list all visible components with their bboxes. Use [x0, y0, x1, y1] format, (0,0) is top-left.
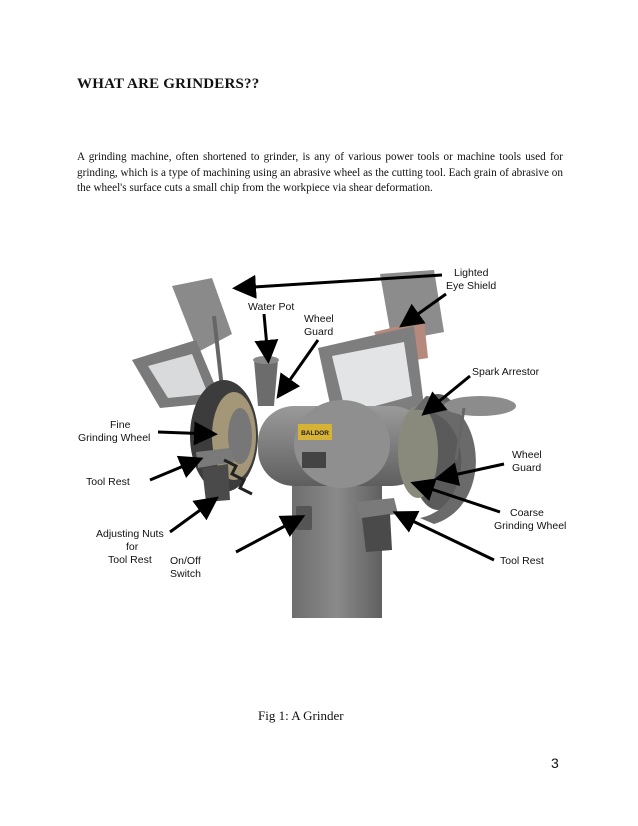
label-onoff-1: On/Off [170, 555, 201, 567]
label-wheel-guard-right-1: Wheel [512, 449, 542, 461]
right-wheel-assembly [398, 394, 516, 524]
label-onoff-2: Switch [170, 568, 201, 580]
label-tool-rest-right: Tool Rest [500, 555, 544, 567]
label-tool-rest-left: Tool Rest [86, 476, 130, 488]
label-eye-shield: Eye Shield [446, 280, 497, 292]
label-coarse-1: Coarse [510, 507, 544, 519]
label-water-pot: Water Pot [248, 301, 295, 313]
label-spark-arrestor: Spark Arrestor [472, 366, 540, 378]
body-paragraph: A grinding machine, often shortened to grinder, is any of various power tools or machine tools used for grinding, which is a type of machining using an abrasive wheel as the cutting tool. Each grain of abrasive on the wheel's surface cuts a small chip from the workpiece via shear deformation. [77, 151, 563, 195]
label-adjusting-3: Tool Rest [108, 554, 152, 566]
label-adjusting-1: Adjusting Nuts [96, 528, 164, 540]
label-wheel-guard-top-2: Guard [304, 326, 334, 338]
label-lighted: Lighted [454, 267, 489, 279]
page-number: 3 [551, 755, 559, 771]
label-coarse-2: Grinding Wheel [494, 520, 567, 532]
label-wheel-guard-top-1: Wheel [304, 313, 334, 325]
label-fine-2: Grinding Wheel [78, 432, 151, 444]
water-pot [253, 356, 279, 406]
grinder-figure [74, 256, 570, 620]
label-adjusting-2: for [126, 541, 139, 553]
page-heading: WHAT ARE GRINDERS?? [77, 76, 260, 92]
brand-plate-text: BALDOR [301, 430, 329, 437]
label-fine-1: Fine [110, 419, 131, 431]
figure-caption: Fig 1: A Grinder [258, 708, 344, 723]
label-wheel-guard-right-2: Guard [512, 462, 542, 474]
